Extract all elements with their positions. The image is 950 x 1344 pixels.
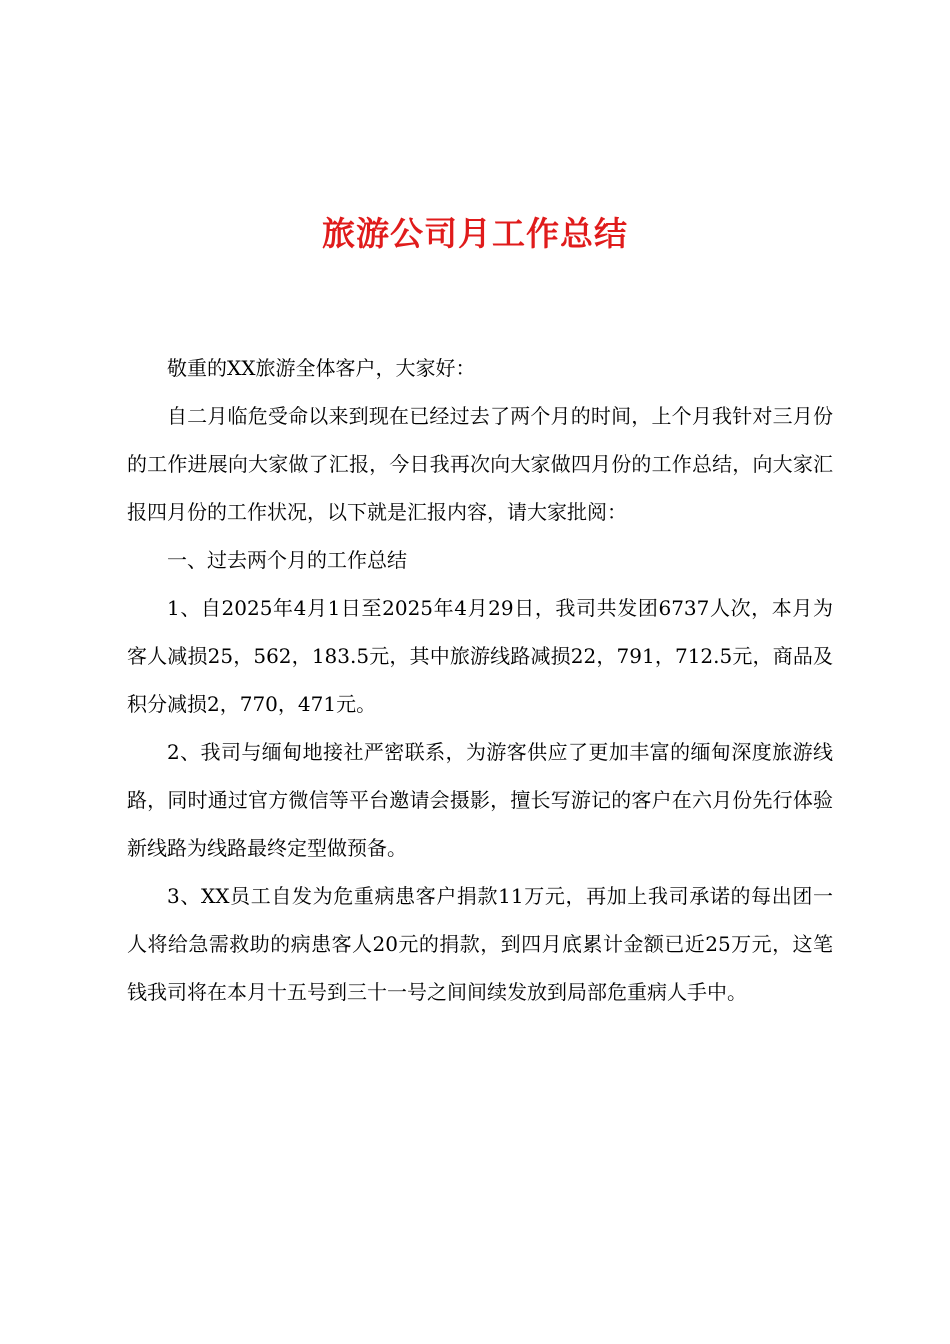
document-body: [127, 344, 833, 1016]
item-2-paragraph: 2、我司与缅甸地接社严密联系，为游客供应了更加丰富的缅甸深度旅游线路，同时通过官方微信等平台邀请会摄影，擅长写游记的客户在六月份先行体验新线路为线路最终定型做预备。: [127, 740, 833, 860]
item-1-paragraph: 1、自2025年4月1日至2025年4月29日，我司共发团6737人次，本月为客人减损25，562，183.5元，其中旅游线路减损22，791，712.5元，商品及积分减损2，770，471元。: [127, 596, 833, 716]
intro-paragraph: 自二月临危受命以来到现在已经过去了两个月的时间，上个月我针对三月份的工作进展向大家做了汇报，今日我再次向大家做四月份的工作总结，向大家汇报四月份的工作状况，以下就是汇报内容，请大家批阅：: [127, 404, 833, 524]
item-3-paragraph: 3、XX员工自发为危重病患客户捐款11万元，再加上我司承诺的每出团一人将给急需救助的病患客人20元的捐款，到四月底累计金额已近25万元，这笔钱我司将在本月十五号到三十一号之间间续发放到局部危重病人手中。: [127, 884, 833, 1004]
document-title: 旅游公司月工作总结: [322, 214, 628, 253]
greeting-paragraph: 敬重的XX旅游全体客户，大家好：: [167, 356, 476, 380]
section-heading: 一、过去两个月的工作总结: [167, 548, 407, 572]
